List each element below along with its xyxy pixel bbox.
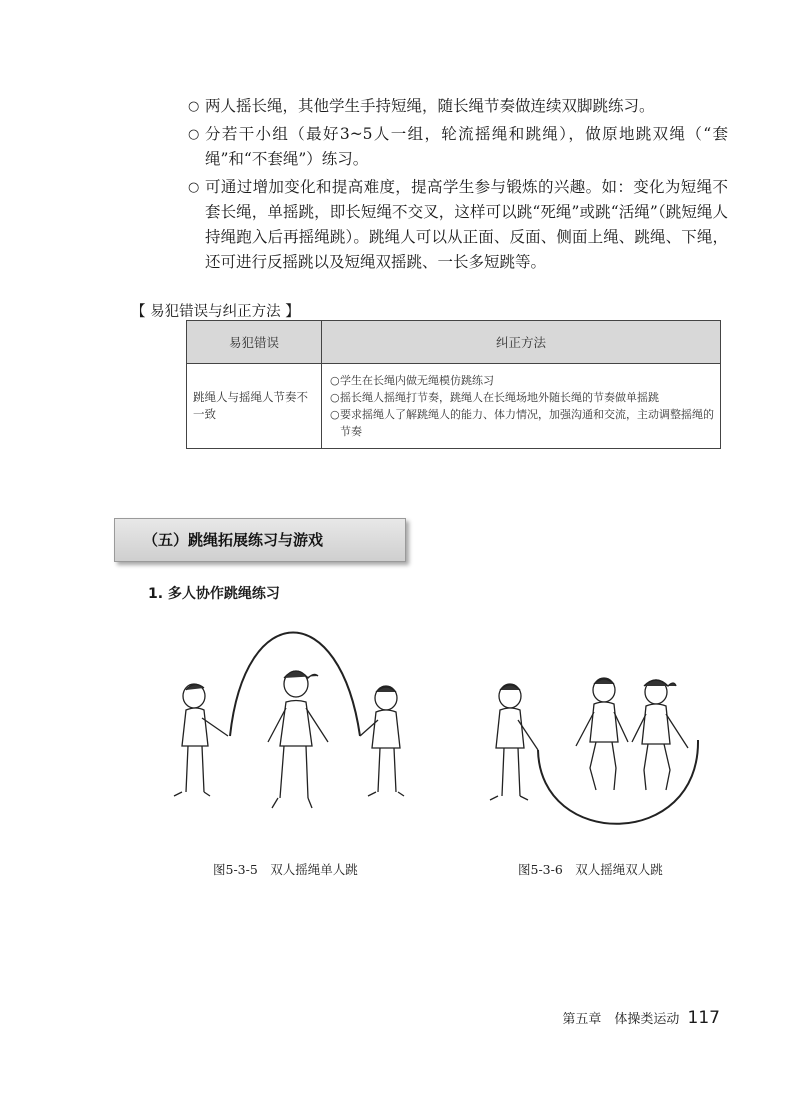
circle-bullet-icon: ○	[188, 127, 200, 142]
errors-table	[186, 320, 721, 449]
section-title: （五）跳绳拓展练习与游戏	[143, 531, 324, 549]
column-header-error: 易犯错误	[187, 321, 322, 364]
errors-section-heading: 【 易犯错误与纠正方法 】	[131, 304, 300, 320]
right-turner-figure	[360, 686, 404, 796]
bullet-text: 可通过增加变化和提高难度，提高学生参与锻炼的兴趣。如：变化为短绳不套长绳，单摇跳，即长短绳不交叉，这样可以跳“死绳”或跳“活绳”（跳短绳人持绳跑入后再摇绳跳）。跳绳人可以从正面、反面、侧面上绳、跳绳、下绳，还可进行反摇跳以及短绳双摇跳、一长多短跳等。	[205, 178, 728, 271]
section-banner	[114, 518, 406, 562]
figure-caption: 图5-3-5 双人摇绳单人跳	[213, 862, 358, 877]
left-turner-figure	[490, 684, 538, 800]
fix-text: 摇长绳人摇绳打节奏，跳绳人在长绳场地外随长绳的节奏做单摇跳	[340, 391, 659, 404]
chapter-label: 第五章 体操类运动	[562, 1012, 680, 1027]
column-header-fix: 纠正方法	[322, 321, 721, 364]
jumper-figure	[268, 671, 328, 808]
two-turners-two-jumpers-illustration	[480, 650, 740, 850]
error-cell: 跳绳人与摇绳人节奏不一致	[187, 364, 322, 449]
rope	[538, 740, 698, 824]
bullet-text: 分若干小组（最好3~5人一组，轮流摇绳和跳绳），做原地跳双绳（“套绳”和“不套绳”）练习。	[205, 125, 728, 168]
page-number: 117	[687, 1008, 720, 1028]
circle-bullet-icon: ○	[330, 391, 340, 404]
practice-bullets	[188, 94, 728, 278]
subsection-title: 1. 多人协作跳绳练习	[148, 586, 280, 602]
fix-item	[330, 406, 714, 440]
fix-text: 学生在长绳内做无绳模仿跳练习	[340, 374, 494, 387]
fix-item	[330, 372, 714, 389]
circle-bullet-icon: ○	[330, 374, 340, 387]
fix-cell	[322, 364, 721, 449]
fix-item	[330, 389, 714, 406]
table-header-row	[187, 321, 721, 364]
left-turner-figure	[174, 684, 228, 796]
fix-text: 要求摇绳人了解跳绳人的能力、体力情况，加强沟通和交流，主动调整摇绳的节奏	[340, 408, 714, 438]
two-turners-one-jumper-illustration	[150, 618, 430, 858]
jumper-figure	[576, 678, 628, 790]
circle-bullet-icon: ○	[188, 99, 200, 114]
figure-caption: 图5-3-6 双人摇绳双人跳	[518, 862, 663, 877]
bullet-item	[188, 175, 728, 275]
page-footer	[562, 1008, 720, 1028]
circle-bullet-icon: ○	[188, 180, 200, 195]
jumper-figure	[632, 680, 688, 790]
bullet-item	[188, 122, 728, 172]
bullet-text: 两人摇长绳，其他学生手持短绳，随长绳节奏做连续双脚跳练习。	[205, 97, 655, 115]
bullet-item	[188, 94, 728, 119]
table-row	[187, 364, 721, 449]
circle-bullet-icon: ○	[330, 408, 340, 421]
